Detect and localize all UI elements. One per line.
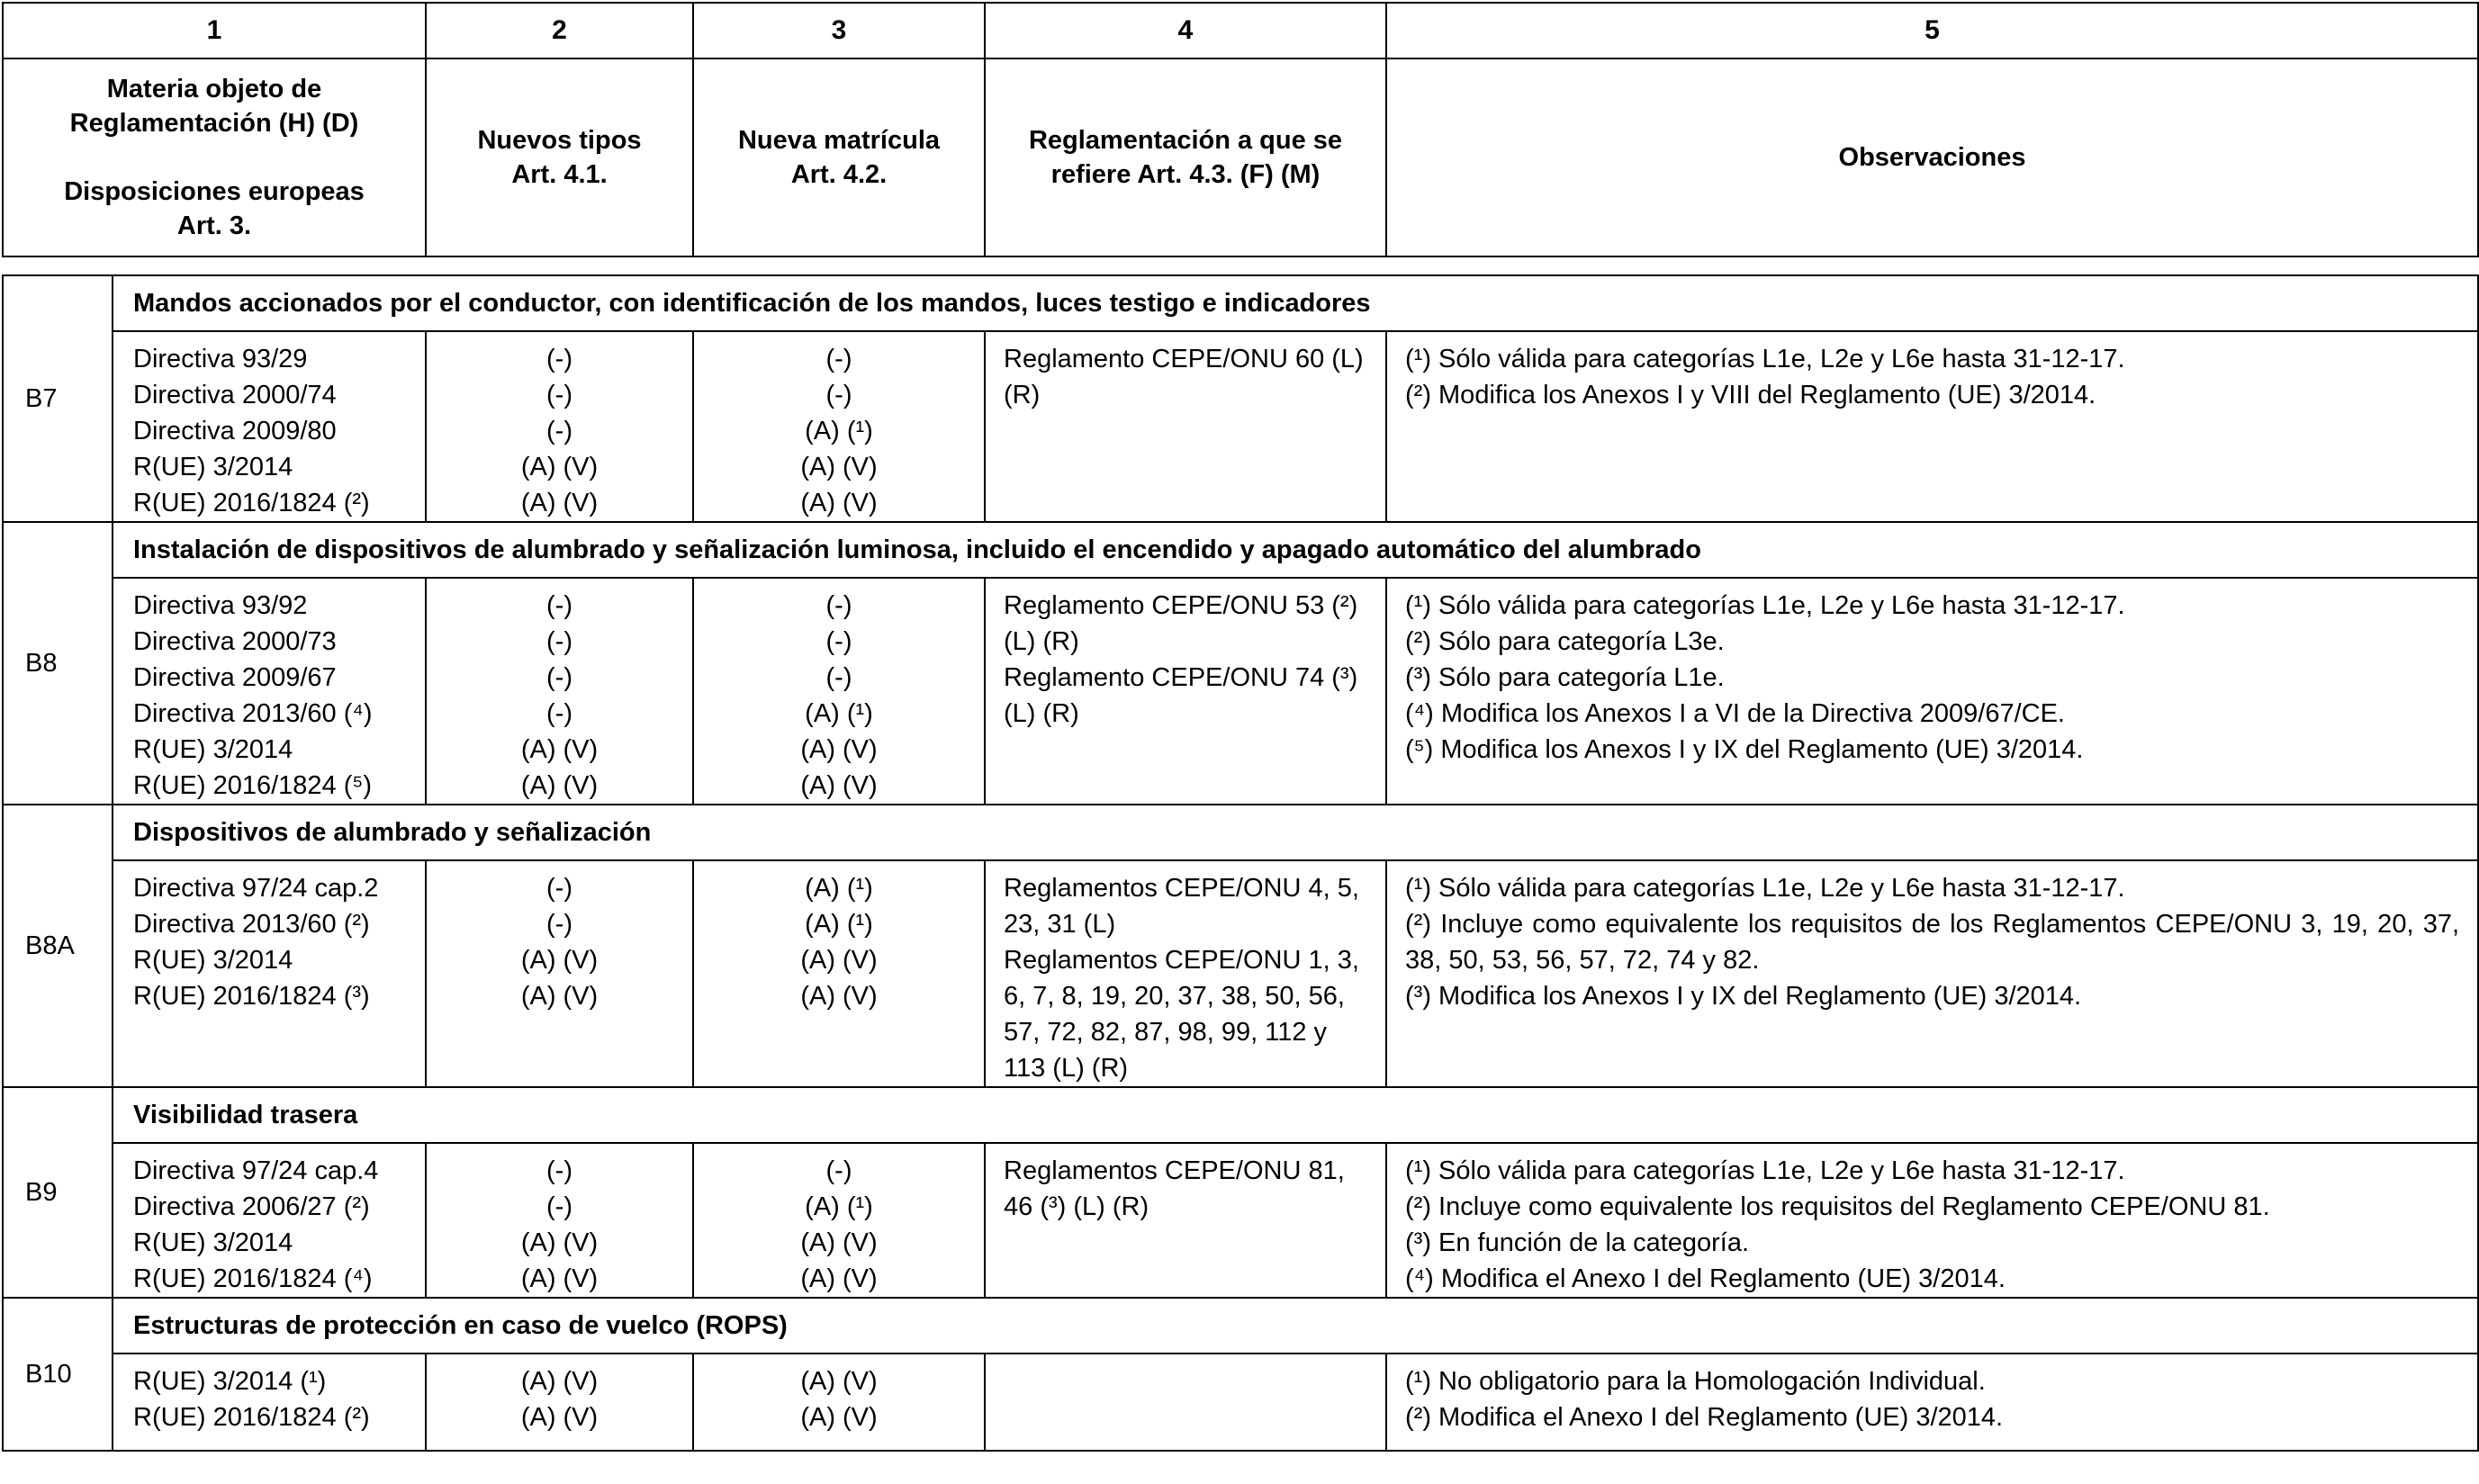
new-type-value: (A) (V) xyxy=(520,1264,599,1293)
regulation-item: Reglamentos CEPE/ONU 4, 5, 23, 31 (L) xyxy=(1004,874,1359,939)
new-registration-cell xyxy=(693,331,985,522)
new-registration-cell xyxy=(693,1143,985,1298)
new-registration-value: (-) xyxy=(825,663,852,692)
observation-note: (²) Incluye como equivalente los requisitos de los Reglamentos CEPE/ONU 3, 19, 20, 37, 38, 50, 53, 56, 57, 72, 74 y 82. xyxy=(1405,910,2460,975)
disposition-item: R(UE) 2016/1824 (²) xyxy=(133,489,370,517)
disposition-item: Directiva 93/92 xyxy=(133,591,308,620)
new-types-cell xyxy=(426,331,693,522)
header-table xyxy=(2,2,2479,257)
disposition-item: Directiva 2006/27 (²) xyxy=(133,1192,370,1221)
new-type-value: (-) xyxy=(546,591,572,620)
column-title-row xyxy=(3,58,2478,256)
dispositions-cell xyxy=(113,1143,426,1298)
col1-line2: Reglamentación (H) (D) xyxy=(69,109,359,138)
new-type-value: (A) (V) xyxy=(520,489,599,517)
new-types-cell xyxy=(426,1354,693,1451)
col-title-new-types xyxy=(426,58,693,256)
col-title-new-registration xyxy=(693,58,985,256)
regulation-cell xyxy=(985,331,1386,522)
col-title-regulation xyxy=(985,58,1386,256)
col-title-observations: Observaciones xyxy=(1386,58,2478,256)
disposition-item: Directiva 2000/73 xyxy=(133,627,337,656)
new-type-value: (-) xyxy=(546,345,572,373)
observations-cell xyxy=(1386,860,2478,1087)
new-type-value: (-) xyxy=(546,874,572,903)
new-registration-value: (A) (V) xyxy=(800,1228,878,1257)
disposition-item: R(UE) 2016/1824 (⁴) xyxy=(133,1264,373,1293)
new-registration-value: (A) (V) xyxy=(800,735,878,764)
disposition-item: Directiva 2000/74 xyxy=(133,381,337,409)
new-registration-value: (A) (V) xyxy=(800,982,878,1011)
new-types-cell xyxy=(426,578,693,805)
new-registration-value: (-) xyxy=(825,345,852,373)
observations-cell xyxy=(1386,1354,2478,1451)
new-type-value: (A) (V) xyxy=(520,1403,599,1432)
observation-note: (²) Modifica los Anexos I y VIII del Reglamento (UE) 3/2014. xyxy=(1405,381,2096,409)
disposition-item: Directiva 2013/60 (⁴) xyxy=(133,699,373,728)
row-subject: Dispositivos de alumbrado y señalización xyxy=(113,805,2478,860)
subject-row xyxy=(3,1087,2478,1143)
col4-line2: refiere Art. 4.3. (F) (M) xyxy=(1050,160,1321,189)
regulation-item: Reglamento CEPE/ONU 60 (L) (R) xyxy=(1004,345,1364,409)
new-type-value: (-) xyxy=(546,699,572,728)
new-registration-value: (A) (V) xyxy=(800,946,878,975)
disposition-item: R(UE) 2016/1824 (⁵) xyxy=(133,771,373,800)
col-number-4: 4 xyxy=(985,3,1386,58)
disposition-item: R(UE) 2016/1824 (²) xyxy=(133,1403,370,1432)
new-registration-cell xyxy=(693,860,985,1087)
dispositions-cell xyxy=(113,860,426,1087)
new-registration-value: (A) (V) xyxy=(800,1403,878,1432)
col2-line1: Nuevos tipos xyxy=(477,126,642,155)
observation-note: (³) Sólo para categoría L1e. xyxy=(1405,663,1725,692)
col3-line2: Art. 4.2. xyxy=(790,160,888,189)
new-registration-value: (-) xyxy=(825,591,852,620)
new-registration-value: (A) (¹) xyxy=(805,910,873,939)
observations-cell xyxy=(1386,578,2478,805)
regulation-cell xyxy=(985,1354,1386,1451)
col4-line1: Reglamentación a que se xyxy=(1028,126,1343,155)
subject-row xyxy=(3,522,2478,578)
disposition-item: R(UE) 2016/1824 (³) xyxy=(133,982,370,1011)
observation-note: (⁴) Modifica los Anexos I a VI de la Directiva 2009/67/CE. xyxy=(1405,699,2065,728)
col1-spacer xyxy=(4,140,425,175)
subject-row xyxy=(3,1298,2478,1354)
new-type-value: (A) (V) xyxy=(520,1367,599,1396)
disposition-item: Directiva 97/24 cap.2 xyxy=(133,874,379,903)
new-type-value: (A) (V) xyxy=(520,1228,599,1257)
new-registration-value: (A) (V) xyxy=(800,771,878,800)
col-title-subject xyxy=(3,58,426,256)
new-registration-cell xyxy=(693,578,985,805)
row-subject: Mandos accionados por el conductor, con identificación de los mandos, luces testigo e indicadores xyxy=(113,275,2478,331)
new-registration-value: (A) (¹) xyxy=(805,417,873,445)
new-type-value: (-) xyxy=(546,910,572,939)
body-rows xyxy=(3,275,2478,1451)
row-subject: Instalación de dispositivos de alumbrado y señalización luminosa, incluido el encendido y apagado automático del alumbrado xyxy=(113,522,2478,578)
disposition-item: Directiva 2009/67 xyxy=(133,663,337,692)
new-type-value: (A) (V) xyxy=(520,946,599,975)
observations-cell xyxy=(1386,331,2478,522)
subject-row xyxy=(3,805,2478,860)
column-number-row xyxy=(3,3,2478,58)
new-registration-value: (A) (¹) xyxy=(805,699,873,728)
content-row xyxy=(3,331,2478,522)
regulation-item: Reglamentos CEPE/ONU 81, 46 (³) (L) (R) xyxy=(1004,1156,1345,1221)
observation-note: (¹) Sólo válida para categorías L1e, L2e y L6e hasta 31-12-17. xyxy=(1405,874,2125,903)
new-type-value: (A) (V) xyxy=(520,982,599,1011)
row-code: B10 xyxy=(3,1298,113,1451)
observation-note: (²) Sólo para categoría L3e. xyxy=(1405,627,1725,656)
observation-note: (³) Modifica los Anexos I y IX del Reglamento (UE) 3/2014. xyxy=(1405,982,2082,1011)
disposition-item: Directiva 2009/80 xyxy=(133,417,337,445)
observations-cell xyxy=(1386,1143,2478,1298)
new-type-value: (-) xyxy=(546,1156,572,1185)
new-types-cell xyxy=(426,1143,693,1298)
new-registration-value: (A) (V) xyxy=(800,453,878,481)
disposition-item: Directiva 2013/60 (²) xyxy=(133,910,370,939)
body-table xyxy=(2,274,2479,1452)
new-types-cell xyxy=(426,860,693,1087)
new-registration-value: (A) (¹) xyxy=(805,874,873,903)
dispositions-cell xyxy=(113,331,426,522)
content-row xyxy=(3,1143,2478,1298)
col1-line3: Disposiciones europeas xyxy=(64,177,365,206)
row-code: B8 xyxy=(3,522,113,805)
col-number-2: 2 xyxy=(426,3,693,58)
new-registration-value: (A) (¹) xyxy=(805,1192,873,1221)
row-subject: Estructuras de protección en caso de vuelco (ROPS) xyxy=(113,1298,2478,1354)
subject-row xyxy=(3,275,2478,331)
regulation-item: Reglamento CEPE/ONU 53 (²) (L) (R) xyxy=(1004,591,1358,656)
new-registration-value: (-) xyxy=(825,627,852,656)
new-registration-value: (A) (V) xyxy=(800,1264,878,1293)
col-number-3: 3 xyxy=(693,3,985,58)
dispositions-cell xyxy=(113,1354,426,1451)
new-type-value: (-) xyxy=(546,417,572,445)
row-code: B9 xyxy=(3,1087,113,1298)
new-type-value: (A) (V) xyxy=(520,771,599,800)
disposition-item: R(UE) 3/2014 xyxy=(133,735,293,764)
new-type-value: (-) xyxy=(546,381,572,409)
new-type-value: (-) xyxy=(546,663,572,692)
observation-note: (¹) Sólo válida para categorías L1e, L2e y L6e hasta 31-12-17. xyxy=(1405,591,2125,620)
col1-line1: Materia objeto de xyxy=(106,75,322,103)
row-code: B8A xyxy=(3,805,113,1087)
observation-note: (¹) No obligatorio para la Homologación Individual. xyxy=(1405,1367,1986,1396)
disposition-item: R(UE) 3/2014 xyxy=(133,1228,293,1257)
observation-note: (²) Modifica el Anexo I del Reglamento (UE) 3/2014. xyxy=(1405,1403,2004,1432)
row-subject: Visibilidad trasera xyxy=(113,1087,2478,1143)
observation-note: (²) Incluye como equivalente los requisitos del Reglamento CEPE/ONU 81. xyxy=(1405,1192,2270,1221)
row-code: B7 xyxy=(3,275,113,522)
new-registration-value: (-) xyxy=(825,381,852,409)
new-type-value: (-) xyxy=(546,1192,572,1221)
new-type-value: (A) (V) xyxy=(520,735,599,764)
observation-note: (¹) Sólo válida para categorías L1e, L2e y L6e hasta 31-12-17. xyxy=(1405,345,2125,373)
observation-note: (⁴) Modifica el Anexo I del Reglamento (UE) 3/2014. xyxy=(1405,1264,2006,1293)
content-row xyxy=(3,578,2478,805)
content-row xyxy=(3,1354,2478,1451)
disposition-item: Directiva 93/29 xyxy=(133,345,308,373)
col2-line2: Art. 4.1. xyxy=(511,160,608,189)
observation-note: (³) En función de la categoría. xyxy=(1405,1228,1750,1257)
disposition-item: R(UE) 3/2014 xyxy=(133,946,293,975)
observation-note: (⁵) Modifica los Anexos I y IX del Reglamento (UE) 3/2014. xyxy=(1405,735,2084,764)
new-registration-value: (A) (V) xyxy=(800,489,878,517)
observation-note: (¹) Sólo válida para categorías L1e, L2e y L6e hasta 31-12-17. xyxy=(1405,1156,2125,1185)
content-row xyxy=(3,860,2478,1087)
dispositions-cell xyxy=(113,578,426,805)
new-type-value: (-) xyxy=(546,627,572,656)
col-number-1: 1 xyxy=(3,3,426,58)
new-registration-value: (A) (V) xyxy=(800,1367,878,1396)
col-number-5: 5 xyxy=(1386,3,2478,58)
regulation-cell xyxy=(985,860,1386,1087)
new-registration-cell xyxy=(693,1354,985,1451)
disposition-item: Directiva 97/24 cap.4 xyxy=(133,1156,379,1185)
new-type-value: (A) (V) xyxy=(520,453,599,481)
col1-line4: Art. 3. xyxy=(176,211,252,240)
regulation-cell xyxy=(985,1143,1386,1298)
regulation-cell xyxy=(985,578,1386,805)
regulation-item: Reglamentos CEPE/ONU 1, 3, 6, 7, 8, 19, 20, 37, 38, 50, 56, 57, 72, 82, 87, 98, 99, 112 y 113 (L) (R) xyxy=(1004,946,1359,1083)
new-registration-value: (-) xyxy=(825,1156,852,1185)
regulation-item: Reglamento CEPE/ONU 74 (³) (L) (R) xyxy=(1004,663,1358,728)
disposition-item: R(UE) 3/2014 xyxy=(133,453,293,481)
col3-line1: Nueva matrícula xyxy=(737,126,941,155)
disposition-item: R(UE) 3/2014 (¹) xyxy=(133,1367,327,1396)
